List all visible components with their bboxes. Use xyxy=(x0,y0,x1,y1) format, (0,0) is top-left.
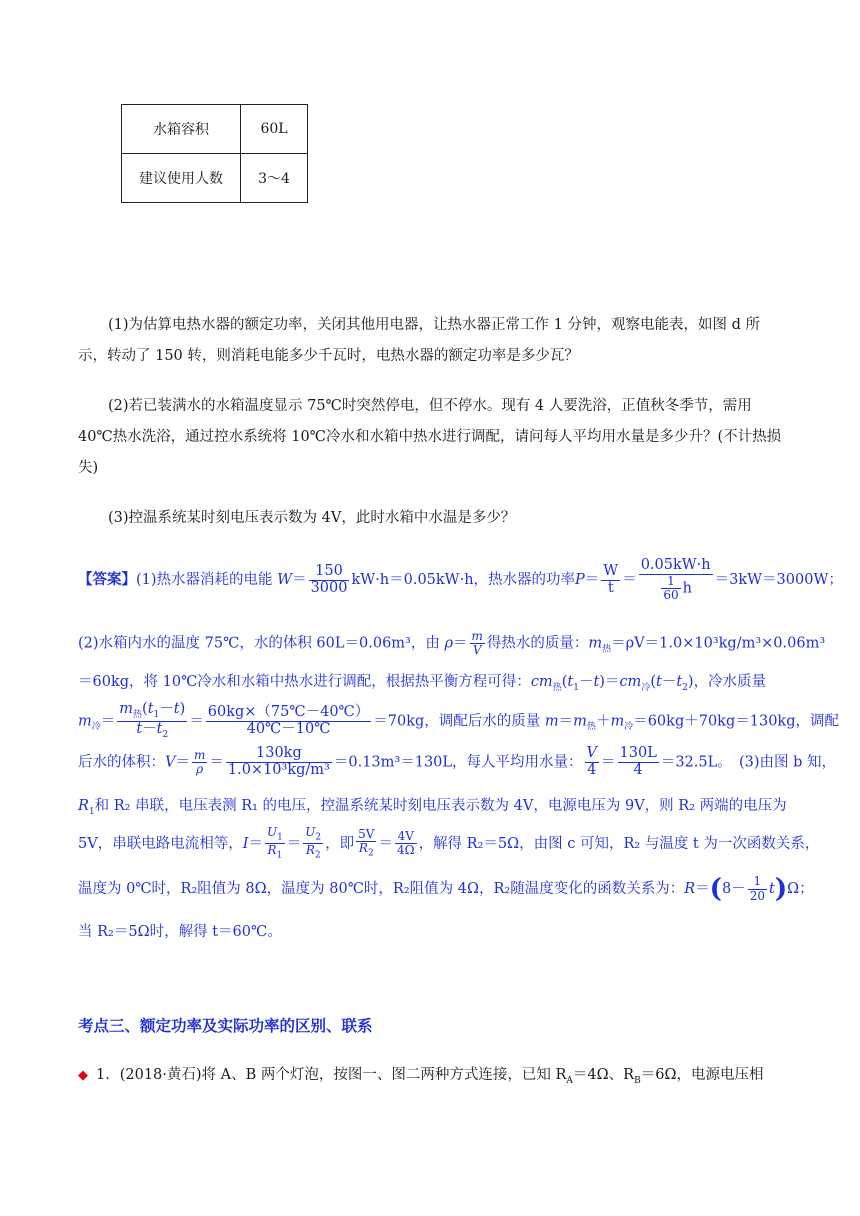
question-text: 1．(2018·黄石)将 A、B 两个灯泡，按图一、图二两种方式连接，已知 R xyxy=(96,1067,567,1083)
answer-text: 和 R₂ 串联，电压表测 R₁ 的电压，控温系统某时刻电压表示数为 4V，电源电压为 9V，则 R₂ 两端的电压为 xyxy=(94,798,787,814)
spec-table xyxy=(121,104,308,203)
fraction: $\frac{W}{t}$ xyxy=(603,562,619,596)
fraction: 0.05kW·h $\frac{1}{60}$ h xyxy=(640,557,711,603)
answer-text: ＝0.13m³＝130L，每人平均用水量： xyxy=(333,754,583,771)
answer-line-7: 5V，串联电路电流相等，I＝ $\frac{U_1}{R_1}$ ＝ $\frac{U_2}{R_2}$ ，即 $\frac{5V}{R_2}$ ＝ $\frac{4V}{4\Omega}$ ，解得 R₂＝5Ω，由图 c 可知，R₂ 与温度 t 为一次函数关系， xyxy=(78,825,820,861)
table-cell-label: 建议使用人数 xyxy=(122,154,241,203)
answer-text: ＝60kg＋70kg＝130kg，调配 xyxy=(633,713,839,730)
fraction: $\frac{U_1}{R_1}$ xyxy=(266,825,283,861)
table-cell-value: 60L xyxy=(241,105,308,154)
question-3: (3)控温系统某时刻电压表示数为 4V，此时水箱中水温是多少？ xyxy=(108,510,516,526)
fraction: $\frac{m}{\rho}$ xyxy=(193,747,206,776)
answer-text: ρV＝1.0×10³kg/m³×0.06m³ xyxy=(625,635,826,652)
diamond-icon: ◆ xyxy=(78,1068,88,1083)
answer-line-8: 温度为 0℃时，R₂阻值为 8Ω，温度为 80℃时，R₂阻值为 4Ω，R₂随温度变化的函数关系为：R＝(8－ $\frac{1}{20}$ t)Ω； xyxy=(78,874,814,904)
answer-line-9: 当 R₂＝5Ω时，解得 t＝60℃。 xyxy=(78,924,282,940)
answer-text: ＝60kg，将 10℃冷水和水箱中热水进行调配，根据热平衡方程可得： xyxy=(78,674,531,690)
question-text: ＝4Ω、R xyxy=(572,1067,635,1083)
answer-line-5: 后水的体积：V＝ $\frac{m}{\rho}$ ＝ $\frac{130kg}{\text{1.0×10³kg/m³}}$ ＝0.13m³＝130L，每人平均用水量： $\frac{V}{4}$ ＝ $\frac{130L}{4}$ ＝32.5L。 (3)由图 b 知， xyxy=(78,745,837,778)
table-cell-value: 3～4 xyxy=(241,154,308,203)
answer-text: ，冷水质量 xyxy=(693,674,767,690)
answer-text: ＝70kg，调配后水的质量 xyxy=(373,713,541,730)
answer-line-2: (2)水箱内水的温度 75℃，水的体积 60L＝0.06m³，由 ρ＝ $\frac{m}{V}$ 得热水的质量：$m_热=\rho V=1.0\times 10^3kg/m^3\times 0.06m^3$ xyxy=(78,629,826,658)
answer-text: ，即 xyxy=(325,835,355,852)
table-row xyxy=(122,154,308,203)
fraction: $\frac{60kg\times(75℃-40℃)}{40℃-10℃}$ xyxy=(207,703,370,737)
answer-text: kW·h＝0.05kW·h，热水器的功率 xyxy=(351,572,576,589)
answer-text: ，解得 R₂＝5Ω，由图 c 可知，R₂ 与温度 t 为一次函数关系， xyxy=(418,835,820,852)
fraction: $\frac{150}{3000}$ xyxy=(310,562,348,596)
question-2: (2)若已装满水的水箱温度显示 75℃时突然停电，但不停水。现有 4 人要洗浴，正值秋冬季节，需用 40℃热水洗浴，通过控水系统将 10℃冷水和水箱中热水进行调配，请问每人平均用水量是多少升？(不计热损失) xyxy=(78,398,782,476)
answer-text: 得热水的质量： xyxy=(486,635,589,652)
fraction: $\frac{m_热(t_1-t)}{t-t_2}$ xyxy=(119,701,186,740)
fraction: $\frac{130L}{4}$ xyxy=(619,745,657,778)
fraction: $\frac{V}{4}$ xyxy=(586,745,598,778)
answer-text: ＝32.5L。 (3)由图 b 知， xyxy=(660,754,837,771)
answer-line-4: $m_冷=$ $\frac{m_热(t_1-t)}{t-t_2}$ ＝ $\frac{60kg\times(75℃-40℃)}{40℃-10℃}$ ＝70kg，调配后水的质量 $m=m_热+m_冷=60kg+70kg=130kg$，调配 xyxy=(78,701,839,740)
next-question: ◆ 1．(2018·黄石)将 A、B 两个灯泡，按图一、图二两种方式连接，已知 $R_A=4\Omega$、$R_B=6\Omega$，电源电压相 xyxy=(78,1067,764,1086)
question-text: ＝6Ω，电源电压相 xyxy=(640,1067,764,1083)
answer-text: (2)水箱内水的温度 75℃，水的体积 60L＝0.06m³，由 xyxy=(78,635,440,652)
answer-text: 后水的体积： xyxy=(78,754,165,771)
answer-tag: 【答案】 xyxy=(78,571,136,589)
answer-text: Ω； xyxy=(787,881,814,897)
answer-text: ＝3kW＝3000W； xyxy=(714,572,843,589)
section-heading: 考点三、额定功率及实际功率的区别、联系 xyxy=(78,1017,373,1035)
question-1: (1)为估算电热水器的额定功率，关闭其他用电器，让热水器正常工作 1 分钟，观察电能表，如图 d 所示，转动了 150 转，则消耗电能多少千瓦时，电热水器的额定功率是多少瓦？ xyxy=(78,317,760,364)
table-row xyxy=(122,105,308,154)
fraction: $\frac{m}{V}$ xyxy=(471,629,483,658)
answer-text: 5V，串联电路电流相等， xyxy=(78,835,243,852)
answer-line-1: 【答案】(1)热水器消耗的电能 W＝ $\frac{150}{3000}$ kW·h＝0.05kW·h，热水器的功率P＝ $\frac{W}{t}$ ＝ 0.05kW·h $\frac{1}{60}$ h ＝3kW＝3000W； xyxy=(78,557,843,603)
table-cell-label: 水箱容积 xyxy=(122,105,241,154)
fraction: $\frac{4V}{4\Omega}$ xyxy=(396,829,415,858)
fraction: $\frac{5V}{R_2}$ xyxy=(358,827,375,859)
answer-text: 温度为 0℃时，R₂阻值为 8Ω，温度为 80℃时，R₂阻值为 4Ω，R₂随温度变化的函数关系为： xyxy=(78,881,685,897)
answer-line-6: $R_1$和 R₂ 串联，电压表测 R₁ 的电压，控温系统某时刻电压表示数为 4V，电源电压为 9V，则 R₂ 两端的电压为 xyxy=(78,798,787,817)
fraction: $\frac{130kg}{\text{1.0×10³kg/m³}}$ xyxy=(227,745,330,778)
answer-line-3: ＝60kg，将 10℃冷水和水箱中热水进行调配，根据热平衡方程可得：$cm_热(t_1-t)=cm_冷(t-t_2)$，冷水质量 xyxy=(78,674,767,693)
answer-text: (1)热水器消耗的电能 xyxy=(136,572,273,589)
fraction: $\frac{U_2}{R_2}$ xyxy=(305,825,322,861)
fraction: $\frac{1}{20}$ xyxy=(749,874,765,903)
